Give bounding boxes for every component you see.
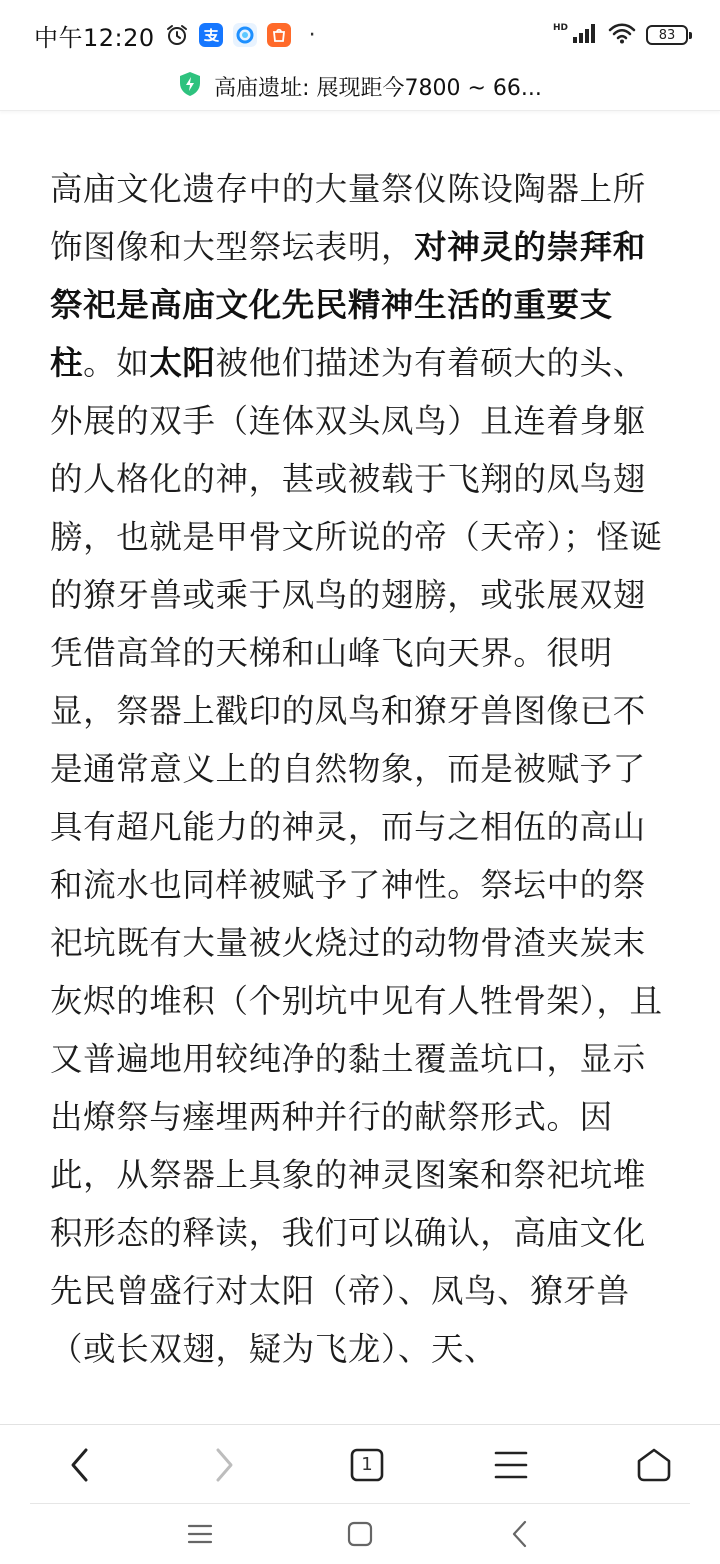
menu-button[interactable] <box>471 1435 551 1495</box>
chevron-right-icon <box>212 1447 236 1483</box>
status-time: 中午12:20 <box>34 23 155 52</box>
system-back-button[interactable] <box>490 1509 550 1559</box>
qq-browser-icon <box>233 23 257 47</box>
status-bar <box>0 0 720 70</box>
alarm-icon <box>165 23 189 47</box>
battery-indicator: 83 <box>646 25 688 45</box>
tab-count: 1 <box>361 1454 373 1475</box>
text-run: 高庙文化遗存中的大量祭仪陈设陶器上所饰图像和大型祭坛表明， <box>50 170 646 266</box>
home-button[interactable] <box>614 1435 694 1495</box>
text-run: 被他们描述为有着硕大的头、外展的双手（连体双头凤鸟）且连着身躯的人格化的神，甚或被载于飞翔的凤鸟翅膀，也就是甲骨文所说的帝（天帝）；怪诞的獠牙兽或乘于凤鸟的翅膀，或张展双翅凭借高耸的天梯和山峰飞向天界。很明显，祭器上戳印的凤鸟和獠牙兽图像已不是通常意义上的自然物象，而是被赋予了具有超凡能力的神灵，而与之相伍的高山和流水也同样被赋予了神性。祭坛中的祭祀坑既有大量被火烧过的动物骨渣夹炭末灰烬的堆积（个别坑中见有人牲骨架），且又普遍地用较纯净的黏土覆盖坑口，显示出燎祭与瘗埋两种并行的献祭形式。因此，从祭器上具象的神灵图案和祭祀坑堆积形态的释读，我们可以确认，高庙文化先民曾盛行对太阳（帝）、凤鸟、獠牙兽（或长双翅，疑为飞龙）、天、 <box>50 344 663 1368</box>
status-right <box>553 22 688 48</box>
forward-button[interactable] <box>184 1435 264 1495</box>
bold-text-run: 对神灵的崇拜和祭祀是高庙文化先民精神生活的重要支柱 <box>50 228 646 382</box>
shield-icon <box>178 71 202 101</box>
article-paragraph <box>50 160 672 1378</box>
recents-icon <box>187 1523 213 1545</box>
notification-dot: · <box>308 22 316 48</box>
signal-icon <box>572 22 598 48</box>
browser-bottom-nav <box>0 1424 720 1504</box>
recents-button[interactable] <box>170 1509 230 1559</box>
hamburger-menu-icon <box>494 1450 528 1480</box>
home-icon <box>636 1447 672 1483</box>
wifi-icon <box>608 22 636 48</box>
alipay-icon <box>199 23 223 47</box>
text-run: 。如 <box>83 344 150 382</box>
system-nav-bar <box>0 1504 720 1564</box>
status-left <box>34 18 553 53</box>
back-button[interactable] <box>40 1435 120 1495</box>
chevron-left-icon <box>68 1447 92 1483</box>
hd-label: HD <box>552 23 568 33</box>
taobao-icon <box>267 23 291 47</box>
bold-text-run: 太阳 <box>149 344 216 382</box>
system-back-icon <box>511 1520 529 1548</box>
page-title-bar[interactable] <box>0 62 720 111</box>
tabs-button[interactable] <box>327 1435 407 1495</box>
system-home-button[interactable] <box>330 1509 390 1559</box>
article-body <box>50 160 672 1422</box>
square-home-icon <box>347 1521 373 1547</box>
page-title: 高庙遗址: 展现距今7800 ~ 66... <box>214 75 542 101</box>
